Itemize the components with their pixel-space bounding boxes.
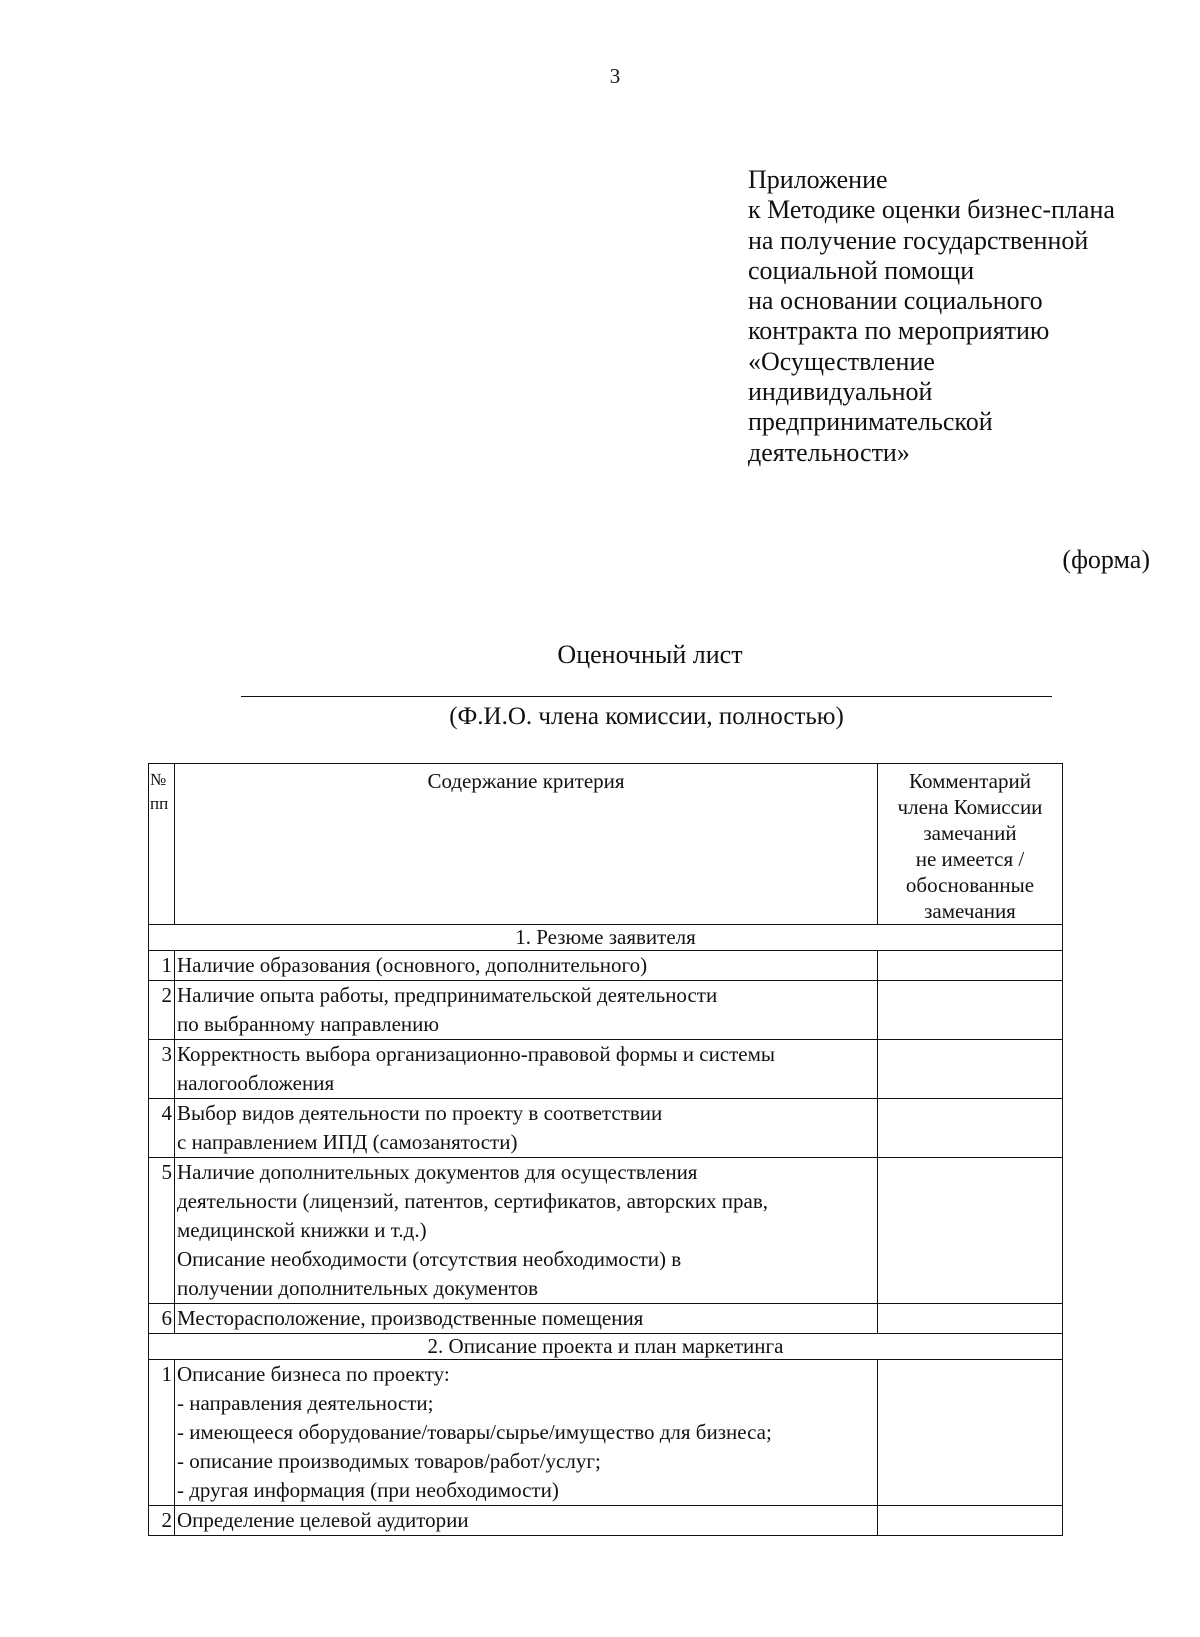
page-number: 3 [609,64,621,88]
criteria-table [148,763,1063,1536]
appendix-line: «Осуществление [748,346,935,376]
row-number: 5 [149,1158,175,1304]
criterion-line: - имеющееся оборудование/товары/сырье/имущество для бизнеса; [177,1420,772,1444]
table-row [149,1158,1063,1304]
criterion-line: медицинской книжки и т.д.) [177,1218,427,1242]
criterion-text [175,981,878,1040]
table-row [149,1040,1063,1099]
table-row [149,951,1063,981]
row-number: 3 [149,1040,175,1099]
comment-cell[interactable] [878,1099,1063,1158]
page-title: Оценочный лист [557,640,743,669]
name-underline [241,696,1052,697]
criterion-line: Описание бизнеса по проекту: [177,1362,450,1386]
form-mark: (форма) [1062,545,1150,574]
row-number: 1 [149,1360,175,1506]
criterion-line: деятельности (лицензий, патентов, сертификатов, авторских прав, [177,1189,769,1213]
appendix-line: на получение государственной [748,225,1089,255]
criterion-line: Описание необходимости (отсутствия необходимости) в [177,1247,682,1271]
criterion-line: - описание производимых товаров/работ/услуг; [177,1449,601,1473]
header-comment-line: члена Комиссии [897,795,1043,819]
section-row [149,1334,1063,1360]
appendix-line: индивидуальной [748,377,933,407]
criterion-text [175,1360,878,1506]
row-number: 2 [149,1506,175,1536]
section-title: 1. Резюме заявителя [149,925,1063,951]
table-body [149,925,1063,1536]
appendix-line: контракта по мероприятию [748,316,1050,346]
criterion-line: - направления деятельности; [177,1391,434,1415]
comment-cell[interactable] [878,1040,1063,1099]
criterion-text [175,1506,878,1536]
header-comment-line: не имеется / [915,847,1025,871]
criterion-line: с направлением ИПД (самозанятости) [177,1130,518,1154]
criterion-line: налогообложения [177,1071,335,1095]
criterion-line: Корректность выбора организационно-правовой формы и системы [177,1042,776,1066]
comment-cell[interactable] [878,1304,1063,1334]
criterion-line: Определение целевой аудитории [177,1508,469,1532]
table-row [149,1360,1063,1506]
criterion-text [175,1304,878,1334]
criterion-line: Наличие дополнительных документов для осуществления [177,1160,698,1184]
header-criterion: Содержание критерия [175,764,878,925]
criterion-text [175,1158,878,1304]
section-row [149,925,1063,951]
table-row [149,1506,1063,1536]
criterion-line: Месторасположение, производственные помещения [177,1306,644,1330]
criterion-line: - другая информация (при необходимости) [177,1478,559,1502]
appendix-line: социальной помощи [748,255,975,285]
comment-cell[interactable] [878,951,1063,981]
row-number: 4 [149,1099,175,1158]
header-comment-line: замечания [924,899,1016,923]
appendix-line: Приложение [748,165,888,194]
row-number: 2 [149,981,175,1040]
table-row [149,981,1063,1040]
comment-cell[interactable] [878,1158,1063,1304]
appendix-line: на основании социального [748,286,1043,316]
header-comment-line: замечаний [923,821,1017,845]
criterion-line: Наличие опыта работы, предпринимательской деятельности [177,983,718,1007]
header-comment-line: обоснованные [905,873,1035,897]
header-comment-line: Комментарий [909,769,1031,793]
appendix-line: предпринимательской [748,407,993,437]
comment-cell[interactable] [878,981,1063,1040]
criterion-line: по выбранному направлению [177,1012,440,1036]
appendix-block [748,165,1188,468]
section-title: 2. Описание проекта и план маркетинга [149,1334,1063,1360]
row-number: 6 [149,1304,175,1334]
criterion-text [175,951,878,981]
name-caption: (Ф.И.О. члена комиссии, полностью) [449,703,844,730]
table-row [149,1304,1063,1334]
header-number: № пп [149,764,175,925]
comment-cell[interactable] [878,1360,1063,1506]
row-number: 1 [149,951,175,981]
appendix-line: деятельности» [748,437,910,467]
table-header-row [149,764,1063,925]
criterion-line: Выбор видов деятельности по проекту в соответствии [177,1101,663,1125]
table-row [149,1099,1063,1158]
criterion-text [175,1040,878,1099]
comment-cell[interactable] [878,1506,1063,1536]
header-comment [878,764,1063,925]
criterion-line: Наличие образования (основного, дополнительного) [177,953,648,977]
criterion-line: получении дополнительных документов [177,1276,539,1300]
criterion-text [175,1099,878,1158]
appendix-line: к Методике оценки бизнес-плана [748,195,1115,225]
